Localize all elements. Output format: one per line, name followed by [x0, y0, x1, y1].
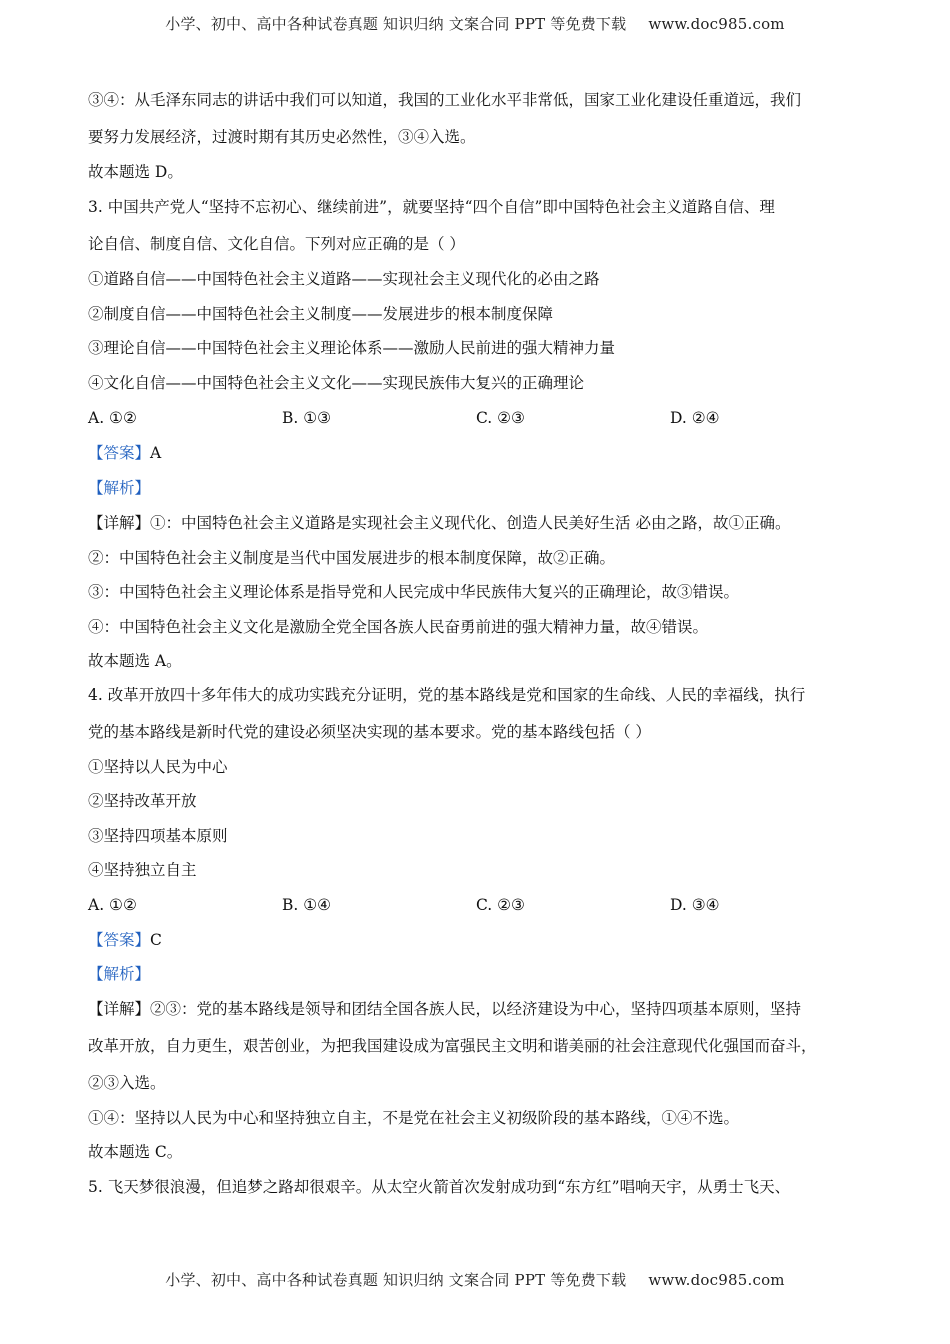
- footer-text: 小学、初中、高中各种试卷真题 知识归纳 文案合同 PPT 等免费下载: [165, 1271, 627, 1289]
- footer-url[interactable]: www.doc985.com: [648, 1271, 785, 1289]
- q4-detail-line: ②③入选。: [88, 1074, 166, 1092]
- header-url[interactable]: www.doc985.com: [648, 15, 785, 33]
- q4-item: ②坚持改革开放: [88, 792, 197, 810]
- q5-stem-line-1: 5. 飞天梦很浪漫，但追梦之路却很艰辛。从太空火箭首次发射成功到“东方红”唱响天宇，从勇士飞天、: [88, 1178, 791, 1196]
- q3-option-d: D. ②④: [670, 409, 720, 427]
- q3-analysis-heading: [88, 478, 150, 498]
- q4-analysis-heading: [88, 964, 150, 984]
- q3-detail-line: ②：中国特色社会主义制度是当代中国发展进步的根本制度保障，故②正确。: [88, 549, 616, 567]
- analysis-tag: 【解析】: [88, 479, 151, 497]
- q4-stem-line-2: 党的基本路线是新时代党的建设必须坚决实现的基本要求。党的基本路线包括（ ）: [88, 723, 651, 741]
- q4-item: ①坚持以人民为中心: [88, 758, 228, 776]
- q3-option-a: A. ①②: [88, 409, 137, 427]
- detail-text: ①：中国特色社会主义道路是实现社会主义现代化、创造人民美好生活 必由之路，故①正确。: [150, 514, 791, 532]
- q3-option-c: C. ②③: [476, 409, 525, 427]
- q4-detail-line: 改革开放，自力更生，艰苦创业，为把我国建设成为富强民主文明和谐美丽的社会注意现代化强国而奋斗，: [88, 1037, 817, 1055]
- prev-analysis-line-2: 要努力发展经济，过渡时期有其历史必然性，③④入选。: [88, 128, 476, 146]
- answer-tag: 【答案】: [88, 444, 151, 462]
- page-footer: [0, 1269, 950, 1290]
- q4-option-b: B. ①④: [282, 896, 332, 914]
- header-text: 小学、初中、高中各种试卷真题 知识归纳 文案合同 PPT 等免费下载: [165, 15, 627, 33]
- detail-tag: 【详解】: [88, 1000, 151, 1018]
- q3-conclusion: 故本题选 A。: [88, 652, 182, 670]
- q3-item: ④文化自信——中国特色社会主义文化——实现民族伟大复兴的正确理论: [88, 374, 585, 392]
- q3-item: ②制度自信——中国特色社会主义制度——发展进步的根本制度保障: [88, 305, 554, 323]
- detail-tag: 【详解】: [88, 514, 151, 532]
- detail-text: ②③：党的基本路线是领导和团结全国各族人民，以经济建设为中心，坚持四项基本原则，坚持: [150, 1000, 802, 1018]
- prev-analysis-line-1: ③④：从毛泽东同志的讲话中我们可以知道，我国的工业化水平非常低，国家工业化建设任重道远，我们: [88, 91, 802, 109]
- q4-item: ③坚持四项基本原则: [88, 827, 228, 845]
- prev-conclusion: 故本题选 D。: [88, 163, 183, 181]
- q3-stem-line-2: 论自信、制度自信、文化自信。下列对应正确的是（ ）: [88, 235, 465, 253]
- q4-option-d: D. ③④: [670, 896, 720, 914]
- q3-stem-line-1: 3. 中国共产党人“坚持不忘初心、继续前进”，就要坚持“四个自信”即中国特色社会主义道路自信、理: [88, 198, 775, 216]
- q3-item: ①道路自信——中国特色社会主义道路——实现社会主义现代化的必由之路: [88, 270, 600, 288]
- q3-option-b: B. ①③: [282, 409, 332, 427]
- q3-detail-line: ③：中国特色社会主义理论体系是指导党和人民完成中华民族伟大复兴的正确理论，故③错误。: [88, 583, 740, 601]
- page-header: [0, 13, 950, 34]
- answer-value: C: [150, 931, 162, 949]
- q4-stem-line-1: 4. 改革开放四十多年伟大的成功实践充分证明，党的基本路线是党和国家的生命线、人民的幸福线，执行: [88, 686, 806, 704]
- q4-conclusion: 故本题选 C。: [88, 1143, 183, 1161]
- analysis-tag: 【解析】: [88, 965, 151, 983]
- q4-detail-line: ①④：坚持以人民为中心和坚持独立自主，不是党在社会主义初级阶段的基本路线，①④不选。: [88, 1109, 740, 1127]
- answer-tag: 【答案】: [88, 931, 151, 949]
- q4-detail-line-1: [88, 999, 801, 1019]
- answer-value: A: [150, 444, 162, 462]
- q3-answer: [88, 443, 161, 463]
- q4-item: ④坚持独立自主: [88, 861, 197, 879]
- q3-item: ③理论自信——中国特色社会主义理论体系——激励人民前进的强大精神力量: [88, 339, 616, 357]
- q4-answer: [88, 930, 162, 950]
- q4-option-c: C. ②③: [476, 896, 525, 914]
- q3-detail-line-1: [88, 513, 790, 533]
- q4-option-a: A. ①②: [88, 896, 137, 914]
- q3-detail-line: ④：中国特色社会主义文化是激励全党全国各族人民奋勇前进的强大精神力量，故④错误。: [88, 618, 709, 636]
